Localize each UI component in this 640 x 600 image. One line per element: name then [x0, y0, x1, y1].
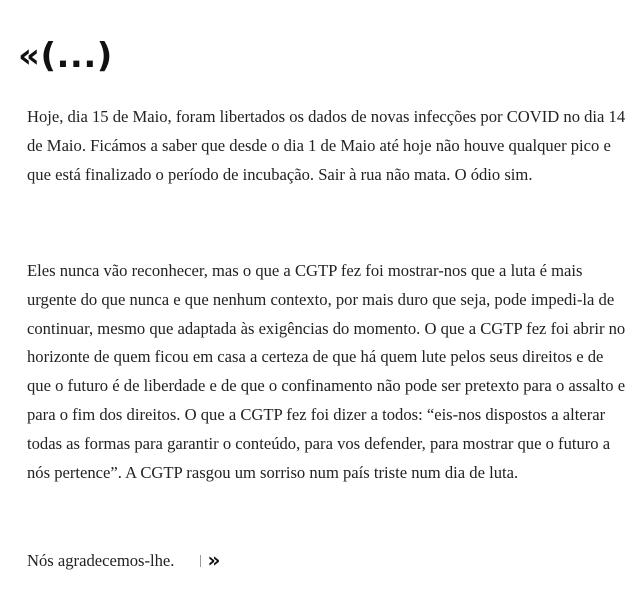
paragraph-cgtp: Eles nunca vão reconhecer, mas o que a CGTP fez foi mostrar-nos que a luta é mais urgente do que nunca e que nenhum contexto, por mais duro que seja, pode impedi-la de continuar, mesmo que adaptada às exigências do momento. O que a CGTP fez foi abrir no horizonte de quem ficou em casa a certeza de que há quem lute pelos seus direitos e de que o futuro é de liberdade e de que o confinamento não pode ser pretexto para o assalto e para o fim dos direitos. O que a CGTP fez foi dizer a todos: “eis-nos dispostos a alterar todas as formas para garantir o conteúdo, para vos defender, para mostrar que o futuro a nós pertence”. A CGTP rasgou um sorriso num país triste num dia de luta.: [27, 261, 626, 482]
opening-quote-mark: «(...): [18, 36, 113, 76]
closing-quote-mark: »: [207, 548, 221, 572]
closing-paragraph: [27, 546, 627, 576]
paragraph-covid-data: Hoje, dia 15 de Maio, foram libertados os dados de novas infecções por COVID no dia 14 de Maio. Ficámos a saber que desde o dia 1 de Maio até hoje não houve qualquer pico e que está finalizado o período de incubação. Sair à rua não mata. O ódio sim.: [27, 107, 626, 184]
text-cursor: [200, 555, 201, 567]
closing-text: Nós agradecemos-lhe.: [27, 551, 175, 570]
